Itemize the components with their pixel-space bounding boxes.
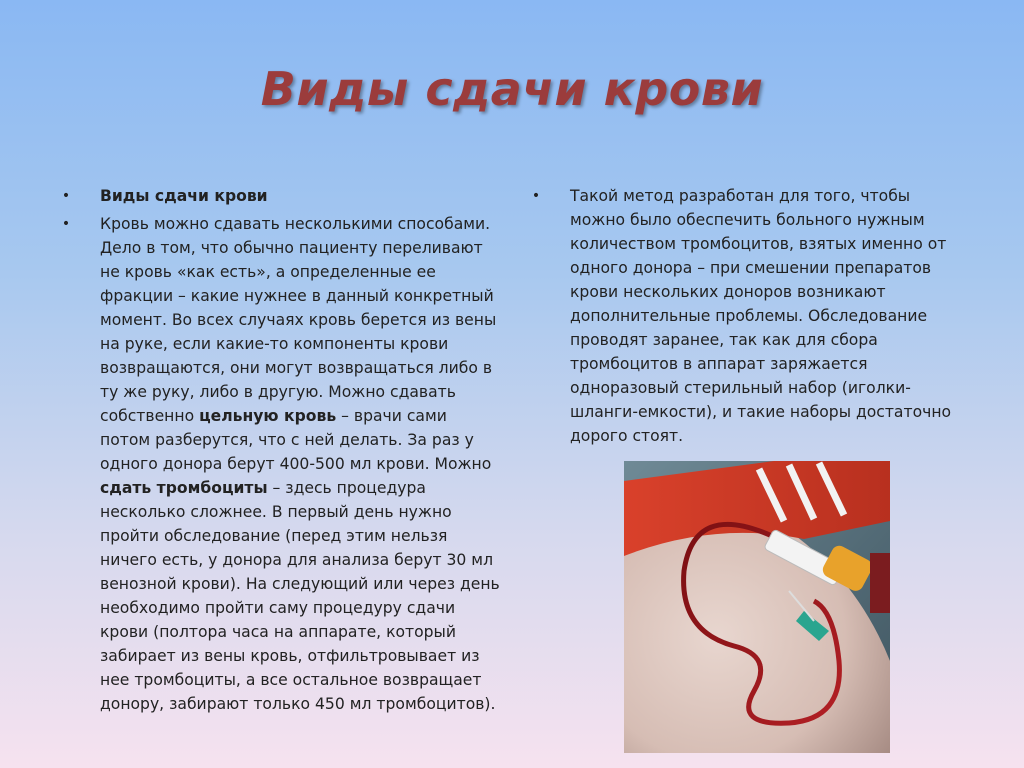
bold-term: сдать тромбоциты bbox=[100, 479, 268, 497]
paragraph-text bbox=[100, 215, 500, 713]
list-item bbox=[60, 212, 500, 716]
blood-donation-photo bbox=[624, 461, 890, 753]
right-column bbox=[530, 184, 970, 452]
bullet-icon: • bbox=[61, 216, 71, 232]
list-item bbox=[530, 184, 970, 448]
paragraph-part: – врачи сами потом разберутся, что с ней делать. За раз у одного донора берут 400-500 мл крови. Можно bbox=[100, 407, 492, 473]
paragraph-part: Кровь можно сдавать несколькими способами. Дело в том, что обычно пациенту переливают не кровь «как есть», а определенные ее фракции – какие нужнее в данный конкретный момент. Во всех случаях кровь берется из вены на руке, если какие-то компоненты крови возвращаются, они могут возвращаться либо в ту же руку, либо в другую. Можно сдавать собственно bbox=[100, 215, 497, 425]
left-column bbox=[60, 184, 500, 720]
bold-term: цельную кровь bbox=[199, 407, 337, 425]
bullet-icon: • bbox=[531, 188, 541, 204]
paragraph-part: – здесь процедура несколько сложнее. В первый день нужно пройти обследование (перед этим нельзя ничего есть, у донора для анализа берут 30 мл венозной крови). На следующий или через день необходимо пройти саму процедуру сдачи крови (полтора часа на аппарате, который забирает из вены кровь, отфильтровывает из нее тромбоциты, а все остальное возвращает донору, забирают только 450 мл тромбоцитов). bbox=[100, 479, 500, 713]
blood-donation-illustration bbox=[624, 461, 890, 753]
bullet-icon: • bbox=[61, 188, 71, 204]
paragraph-text: Такой метод разработан для того, чтобы можно было обеспечить больного нужным количеством тромбоцитов, взятых именно от одного донора – при смешении препаратов крови нескольких доноров возникают дополнительные проблемы. Обследование проводят заранее, так как для сбора тромбоцитов в аппарат заряжается одноразовый стерильный набор (иголки-шланги-емкости), и такие наборы достаточно дорого стоят. bbox=[570, 187, 952, 445]
list-item bbox=[60, 184, 500, 208]
blood-vial bbox=[870, 553, 890, 613]
slide-title: Виды сдачи крови bbox=[260, 62, 764, 116]
section-heading: Виды сдачи крови bbox=[100, 187, 268, 205]
